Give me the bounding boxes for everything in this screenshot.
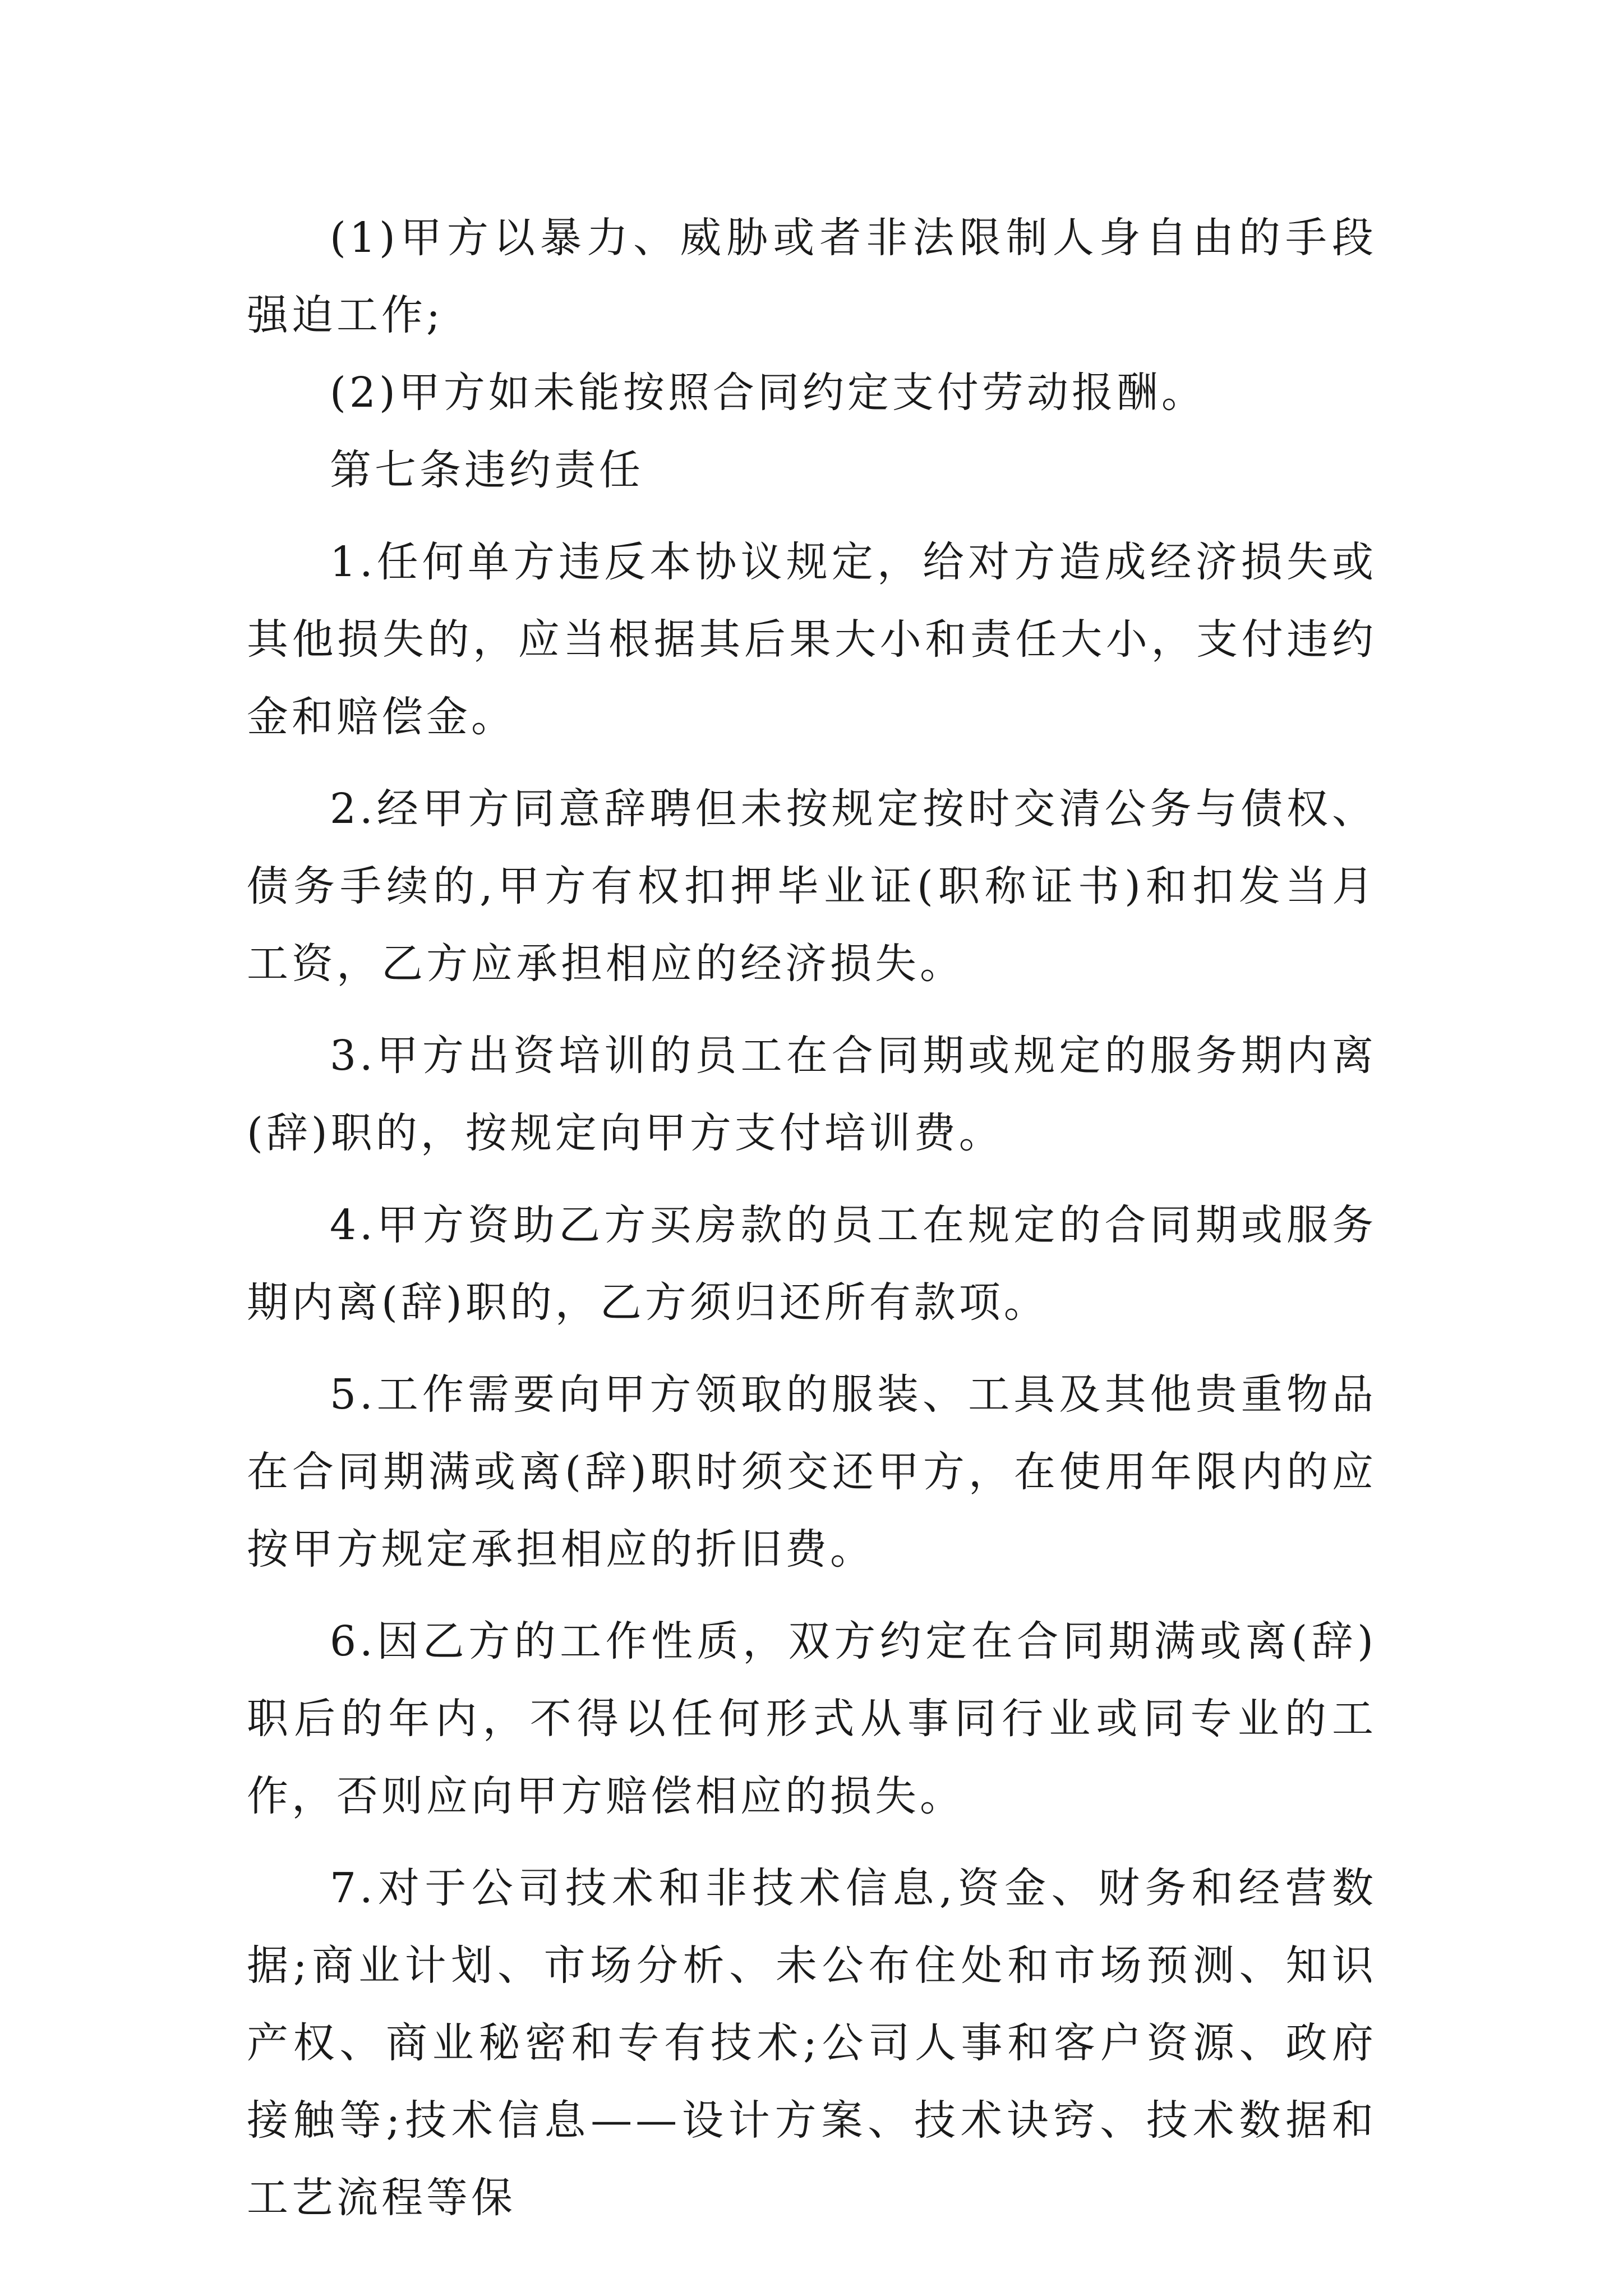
- paragraph-liability-2: 2.经甲方同意辞聘但未按规定按时交清公务与债权、债务手续的,甲方有权扣押毕业证(职称证书)和扣发当月工资，乙方应承担相应的经济损失。: [247, 785, 1377, 988]
- paragraph-clause-1: (1)甲方以暴力、威胁或者非法限制人身自由的手段强迫工作;: [247, 214, 1377, 339]
- paragraph-liability-6: 6.因乙方的工作性质，双方约定在合同期满或离(辞)职后的年内，不得以任何形式从事同行业或同专业的工作，否则应向甲方赔偿相应的损失。: [247, 1617, 1377, 1820]
- document-body: [247, 199, 1377, 2237]
- paragraph-clause-2: (2)甲方如未能按照合同约定支付劳动报酬。: [330, 369, 1206, 417]
- paragraph-liability-7: 7.对于公司技术和非技术信息,资金、财务和经营数据;商业计划、市场分析、未公布住处和市场预测、知识产权、商业秘密和专有技术;公司人事和客户资源、政府接触等;技术信息——设计方案、技术诀窍、技术数据和工艺流程等保: [247, 1864, 1377, 2222]
- section-heading-article-7: 第七条违约责任: [330, 446, 644, 494]
- paragraph-liability-5: 5.工作需要向甲方领取的服装、工具及其他贵重物品在合同期满或离(辞)职时须交还甲方，在使用年限内的应按甲方规定承担相应的折旧费。: [247, 1370, 1377, 1573]
- paragraph-liability-4: 4.甲方资助乙方买房款的员工在规定的合同期或服务期内离(辞)职的，乙方须归还所有款项。: [247, 1201, 1377, 1327]
- paragraph-liability-3: 3.甲方出资培训的员工在合同期或规定的服务期内离(辞)职的，按规定向甲方支付培训费。: [247, 1032, 1377, 1157]
- paragraph-liability-1: 1.任何单方违反本协议规定，给对方造成经济损失或其他损失的，应当根据其后果大小和责任大小，支付违约金和赔偿金。: [247, 538, 1377, 741]
